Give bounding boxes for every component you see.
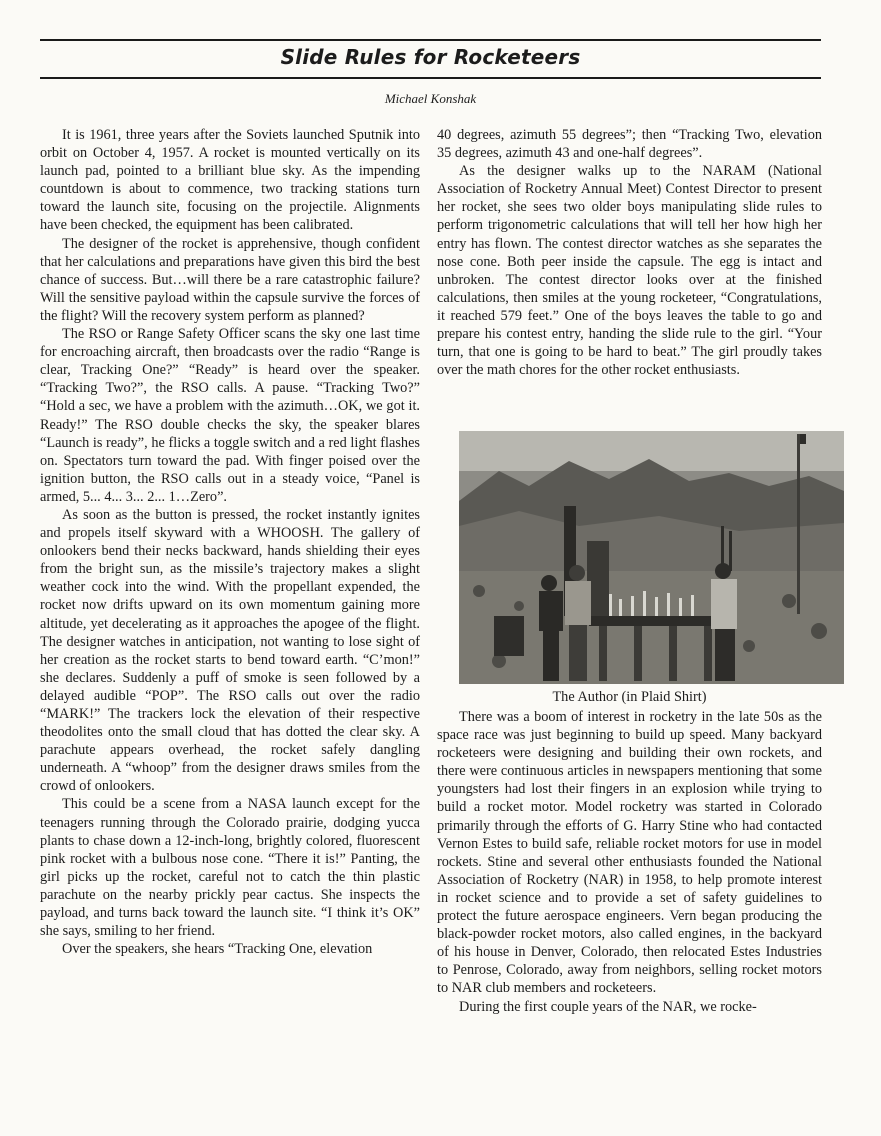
- paragraph: The designer of the rocket is apprehensive, though confident that her calculations and preparations have given this bird the best chance of success. But…will there be a rare catastrophic failure? Will the sensitive payload within the capsule survive the forces of the flight? Will the recovery system perform as planned?: [40, 235, 420, 324]
- left-column: [40, 126, 420, 958]
- article-title: Slide Rules for Rocketeers: [280, 45, 581, 69]
- author-photo: [459, 431, 844, 684]
- paragraph: During the first couple years of the NAR, we rocke-: [459, 998, 757, 1015]
- paragraph: Over the speakers, she hears “Tracking One, elevation: [62, 941, 373, 958]
- paragraph: As soon as the button is pressed, the rocket instantly ignites and propels itself skyward with a WHOOSH. The gallery of onlookers bend their necks backward, hands shielding their eyes from the bright sun, as the missile’s trajectory makes a slight weather cock into the wind. With the propellant expended, the rocket now drifts upward on its own momentum gaining more altitude, yet decelerating as it approaches the apogee of the flight. The designer watches in anticipation, not wanting to lose sight of her creation as the rocket starts to bend toward earth. “C’mon!” she declares. Suddenly a puff of smoke is seen followed by a delayed audible “POP”. The RSO calls out over the radio “MARK!” The trackers lock the elevation of their respective theodolites onto the small cloud that has dotted the clear sky. A parachute appears overhead, the rocket safely dangling underneath. A “whoop” from the designer draws smiles from the crowd of onlookers.: [40, 506, 420, 795]
- paragraph: It is 1961, three years after the Soviets launched Sputnik into orbit on October 4, 1957. A rocket is mounted vertically on its launch pad, pointed to a brilliant blue sky. As the impending countdown is about to commence, two tracking stations turn toward the launch site, focusing on the projectile. Alignments have been checked, the equipment has been calibrated.: [40, 127, 420, 234]
- right-column-top: [437, 126, 822, 379]
- paragraph: 40 degrees, azimuth 55 degrees”; then “Tracking Two, elevation 35 degrees, azimuth 43 and one-half degrees”.: [437, 127, 822, 162]
- right-column-bottom: [437, 708, 822, 1016]
- paragraph: This could be a scene from a NASA launch except for the teenagers running through the Colorado prairie, dodging yucca plants to chase down a 12-inch-long, brightly colored, fluorescent pink rocket with a bulbous nose cone. “There it is!” Panting, the girl picks up the rocket, careful not to catch the thin plastic parachute on the nearby prickly pear cactus. She inspects the payload, and turns back toward the launch site. “I think it’s OK” she says, smiling to her friend.: [40, 796, 420, 940]
- author-byline: Michael Konshak: [384, 91, 477, 106]
- paragraph: The RSO or Range Safety Officer scans the sky one last time for encroaching aircraft, then broadcasts over the radio “Range is clear, Tracking One?” “Ready” is heard over the speaker. “Tracking Two?”, the RSO calls. A pause. “Tracking Two?” “Hold a sec, we have a problem with the azimuth…OK, we got it. Ready!” The RSO double checks the sky, the speaker blares “Launch is ready”, he flicks a toggle switch and a red light flashes on. Spectators turn toward the pad. With finger poised over the ignition button, the RSO calls out in a steady voice, “Panel is armed, 5... 4... 3... 2... 1…Zero”.: [40, 326, 420, 505]
- title-rule-top: [40, 39, 821, 41]
- figure-caption: The Author (in Plaid Shirt): [552, 689, 707, 705]
- title-rule-bottom: [40, 77, 821, 79]
- paragraph: As the designer walks up to the NARAM (National Association of Rocketry Annual Meet) Contest Director to present her rocket, she sees two older boys manipulating slide rules to perform trigonometric calculations that will tell her how high her entry has flown. The contest director watches as she separates the nose cone. Both peer inside the capsule. The egg is intact and unbroken. The contest director looks over at the finished calculations, then smiles at the young rocketeer, “Congratulations, it reached 579 feet.” One of the boys leaves the table to go and prepare his contest entry, handing the slide rule to the girl. “Your turn, that one is going to be hard to beat.” The girl proudly takes over the math chores for the other rocket enthusiasts.: [437, 163, 822, 379]
- paragraph: There was a boom of interest in rocketry in the late 50s as the space race was just beginning to build up speed. Many backyard rocketeers were designing and building their own rockets, and there were continuous articles in newspapers mentioning that some youngsters had lost their fingers in an explosion while trying to build a rocket motor. Model rocketry was started in Colorado primarily through the efforts of G. Harry Stine who had contacted Vernon Estes to build safe, reliable rocket motors for use in model rockets. Stine and several other enthusiasts founded the National Association of Rocketry (NAR) in 1958, to help promote interest in rocket science and to provide a set of safety guidelines to protect the future aerospace engineers. Vern began producing the black-powder rocket motors, also called engines, in the backyard of his house in Denver, Colorado, then relocated Estes Industries to Penrose, Colorado, away from neighbors, selling rocket motors to NAR club members and rocketeers.: [437, 709, 822, 997]
- photo-illustration: [459, 431, 844, 684]
